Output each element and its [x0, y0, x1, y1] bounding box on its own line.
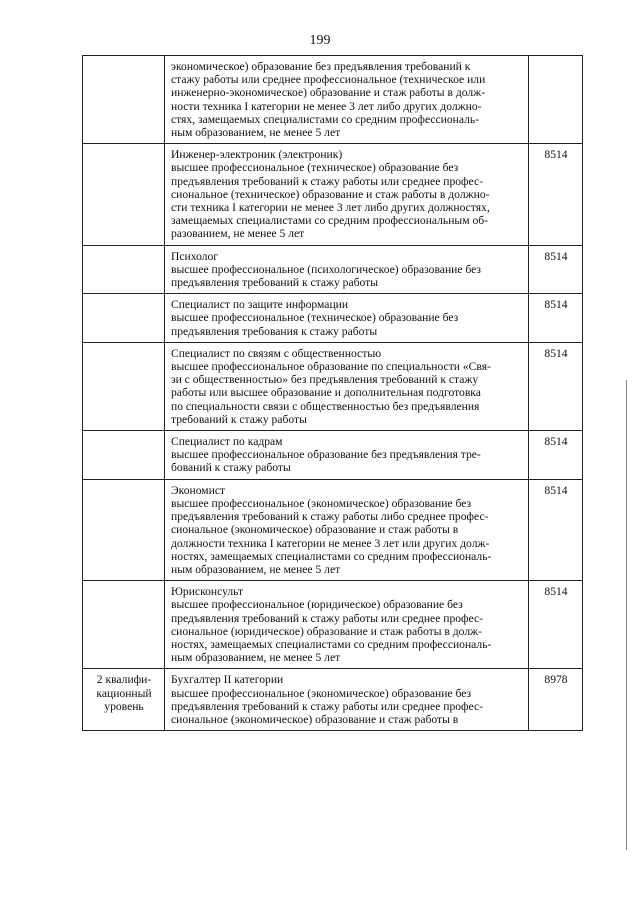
requirement-text-line: высшее профессиональное (юридическое) образование без: [171, 598, 463, 612]
requirement-text-line: должности техника I категории не менее 3 лет или других долж-: [171, 536, 490, 550]
position-title: Психолог: [171, 249, 219, 263]
requirement-text-line: ности техника I категории не менее 3 лет либо других должно-: [171, 99, 482, 113]
position-title: Специалист по защите информации: [171, 298, 349, 312]
salary-cell: [529, 245, 583, 294]
salary-value: 8514: [544, 483, 568, 497]
position-title: Инженер-электроник (электроник): [171, 148, 343, 162]
qualification-level-cell: [83, 342, 165, 430]
table-row: [83, 144, 583, 245]
position-description-cell: [165, 581, 529, 669]
requirement-text-line: предъявления требований к стажу работы или среднее профес-: [171, 174, 483, 188]
position-title: Специалист по связям с общественностью: [171, 346, 382, 360]
requirement-text-line: инженерно-экономическое) образование и стаж работы в долж-: [171, 86, 486, 100]
qualification-level-line: уровень: [104, 699, 144, 713]
position-description-cell: [165, 144, 529, 245]
position-description-cell: [165, 479, 529, 580]
requirement-text-line: бований к стажу работы: [171, 461, 291, 475]
salary-cell: [529, 294, 583, 343]
position-description-cell: [165, 245, 529, 294]
salary-cell: [529, 342, 583, 430]
qualification-level-cell: [83, 56, 165, 144]
salary-cell: [529, 669, 583, 731]
requirement-text-line: высшее профессиональное (экономическое) образование без: [171, 496, 472, 510]
position-description-cell: [165, 669, 529, 731]
requirement-text-line: предъявления требований к стажу работы или среднее профес-: [171, 699, 483, 713]
qualification-level-cell: [83, 294, 165, 343]
qualification-level-cell: [83, 479, 165, 580]
table-row: [83, 431, 583, 480]
table-row: [83, 245, 583, 294]
page-number: 199: [309, 33, 331, 48]
requirement-text-line: сиональное (техническое) образование и стаж работы в должно-: [171, 187, 490, 201]
salary-cell: [529, 56, 583, 144]
salary-cell: [529, 144, 583, 245]
requirement-text-line: ным образованием, не менее 5 лет: [171, 562, 341, 576]
requirement-text-line: требований к стажу работы: [171, 412, 307, 426]
salary-value: 8514: [544, 249, 568, 263]
requirement-text-line: предъявления требований к стажу работы либо среднее профес-: [171, 510, 489, 524]
salary-cell: [529, 431, 583, 480]
qualification-level-cell: [83, 669, 165, 731]
requirement-text-line: предъявления требований к стажу работы: [171, 276, 379, 290]
requirement-text-line: сиональное (экономическое) образование и стаж работы в: [171, 523, 459, 537]
table-row: [83, 56, 583, 144]
qualification-level-cell: [83, 431, 165, 480]
qualification-table-body: [83, 56, 583, 731]
requirement-text-line: сиональное (экономическое) образование и стаж работы в: [171, 712, 459, 726]
requirement-text-line: сти техника I категории не менее 3 лет либо других должностях,: [171, 201, 490, 215]
table-row: [83, 669, 583, 731]
requirement-text-line: ностях, замещаемых специалистами со средним профессиональ-: [171, 549, 492, 563]
table-row: [83, 342, 583, 430]
requirement-text-line: сиональное (юридическое) образование и стаж работы в долж-: [171, 624, 482, 638]
requirement-text-line: ностях, замещаемых специалистами со средним профессиональ-: [171, 637, 492, 651]
salary-value: 8514: [544, 298, 568, 312]
salary-value: 8514: [544, 585, 568, 599]
position-title: Специалист по кадрам: [171, 435, 283, 449]
requirement-text-line: ным образованием, не менее 5 лет: [171, 126, 341, 140]
requirement-text-line: высшее профессиональное (экономическое) образование без: [171, 686, 472, 700]
salary-cell: [529, 479, 583, 580]
position-title: Экономист: [171, 483, 226, 497]
qualification-table: [82, 55, 583, 731]
requirement-text-line: разованием, не менее 5 лет: [171, 227, 305, 241]
qualification-level-cell: [83, 581, 165, 669]
qualification-level-line: кационный: [96, 686, 152, 700]
position-description-cell: [165, 56, 529, 144]
requirement-text-line: замещаемых специалистами со средним профессиональным об-: [171, 214, 488, 228]
scan-edge-line: [626, 380, 627, 850]
position-description-cell: [165, 294, 529, 343]
requirement-text-line: предъявления требования к стажу работы: [171, 324, 378, 338]
requirement-text-line: экономическое) образование без предъявления требований к: [171, 60, 471, 73]
salary-cell: [529, 581, 583, 669]
requirement-text-line: высшее профессиональное образование по специальности «Свя-: [171, 360, 491, 374]
requirement-text-line: высшее профессиональное (психологическое) образование без: [171, 262, 482, 276]
requirement-text-line: ным образованием, не менее 5 лет: [171, 651, 341, 665]
qualification-level-cell: [83, 144, 165, 245]
salary-value: 8514: [544, 435, 568, 449]
qualification-level-cell: [83, 245, 165, 294]
salary-value: 8514: [544, 346, 568, 360]
position-title: Бухгалтер II категории: [171, 673, 284, 687]
requirement-text-line: работы или высшее образование и дополнительная подготовка: [171, 386, 481, 400]
requirement-text-line: стажу работы или среднее профессиональное (техническое или: [171, 73, 486, 87]
position-description-cell: [165, 431, 529, 480]
table-row: [83, 294, 583, 343]
salary-value: 8978: [544, 673, 568, 687]
requirement-text-line: высшее профессиональное (техническое) образование без: [171, 311, 459, 325]
requirement-text-line: высшее профессиональное образование без предъявления тре-: [171, 448, 481, 462]
table-row: [83, 581, 583, 669]
requirement-text-line: стях, замещаемых специалистами со средним профессиональ-: [171, 112, 480, 126]
position-title: Юрисконсульт: [171, 585, 244, 599]
position-description-cell: [165, 342, 529, 430]
requirement-text-line: зи с общественностью» без предъявления требований к стажу: [171, 373, 479, 387]
requirement-text-line: предъявления требований к стажу работы или среднее профес-: [171, 611, 483, 625]
requirement-text-line: высшее профессиональное (техническое) образование без: [171, 161, 459, 175]
salary-value: 8514: [544, 148, 568, 162]
table-row: [83, 479, 583, 580]
qualification-level-line: 2 квалифи-: [96, 673, 152, 687]
requirement-text-line: по специальности связи с общественностью без предъявления: [171, 399, 480, 413]
